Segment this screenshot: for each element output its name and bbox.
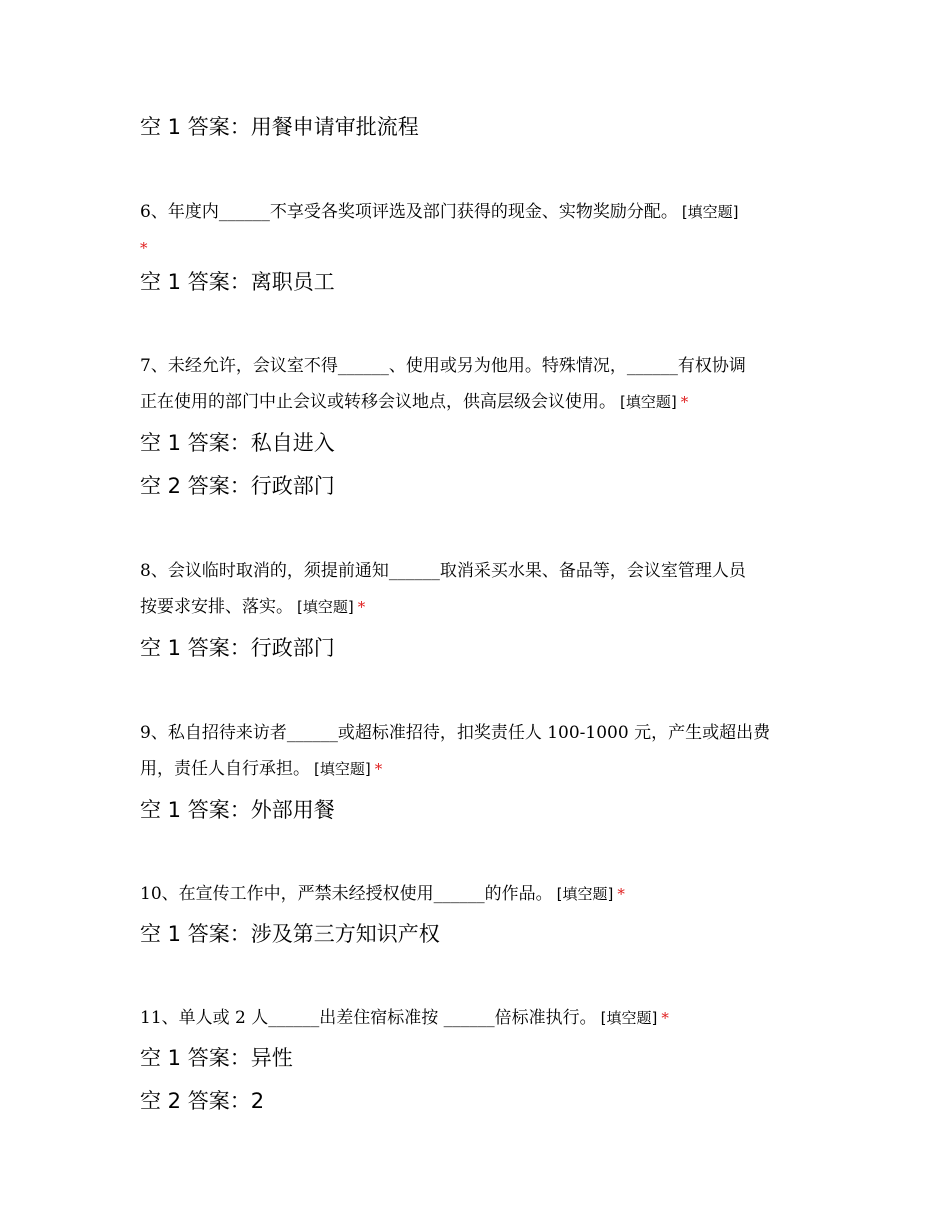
question-8 <box>140 553 808 625</box>
q9-answer-blank-1: 空 1 答案：外部用餐 <box>140 798 335 822</box>
question-7-line-1: 7、未经允许，会议室不得______、使用或另为他用。特殊情况，______有权协调 <box>140 356 746 376</box>
q8-answer-blank-1: 空 1 答案：行政部门 <box>140 636 335 660</box>
question-7 <box>140 348 808 420</box>
question-11 <box>140 1000 808 1036</box>
question-9 <box>140 715 808 787</box>
required-mark: * <box>374 760 383 778</box>
question-6-line-1 <box>140 194 808 230</box>
q7-answer-blank-2: 空 2 答案：行政部门 <box>140 474 335 498</box>
question-9-line-2 <box>140 751 808 787</box>
q11-answer-blank-2: 空 2 答案：2 <box>140 1089 265 1113</box>
question-8-line-2 <box>140 589 808 625</box>
question-10 <box>140 876 808 912</box>
question-6-line-2 <box>140 230 808 266</box>
answer-prev-blank-1: 空 1 答案：用餐申请审批流程 <box>140 115 419 139</box>
question-9-text-2: 用，责任人自行承担。 <box>140 759 310 779</box>
question-type-tag: [填空题] <box>297 598 354 616</box>
q10-answer-blank-1: 空 1 答案：涉及第三方知识产权 <box>140 922 440 946</box>
question-type-tag: [填空题] <box>600 1009 658 1027</box>
required-mark: * <box>680 393 689 411</box>
question-6 <box>140 194 808 266</box>
question-8-line-1: 8、会议临时取消的，须提前通知______取消采买水果、备品等，会议室管理人员 <box>140 561 746 581</box>
question-10-line-1 <box>140 876 808 912</box>
question-8-text-2: 按要求安排、落实。 <box>140 597 293 617</box>
question-type-tag: [填空题] <box>556 885 614 903</box>
question-9-line-1: 9、私自招待来访者______或超标准招待，扣奖责任人 100-1000 元，产生或超出费 <box>140 723 771 743</box>
question-11-text: 11、单人或 2 人______出差住宿标准按 ______倍标准执行。 <box>140 1008 597 1028</box>
q7-answer-blank-1: 空 1 答案：私自进入 <box>140 431 335 455</box>
question-type-tag: [填空题] <box>620 393 677 411</box>
question-6-text: 6、年度内______不享受各奖项评选及部门获得的现金、实物奖励分配。 <box>140 202 678 222</box>
question-11-line-1 <box>140 1000 808 1036</box>
question-10-text: 10、在宣传工作中，严禁未经授权使用______的作品。 <box>140 884 553 904</box>
required-mark: * <box>140 239 148 257</box>
required-mark: * <box>617 885 625 903</box>
q11-answer-blank-1: 空 1 答案：异性 <box>140 1046 293 1070</box>
required-mark: * <box>661 1009 669 1027</box>
required-mark: * <box>357 598 366 616</box>
question-7-text-2: 正在使用的部门中止会议或转移会议地点，供高层级会议使用。 <box>140 392 616 412</box>
question-7-line-2 <box>140 384 808 420</box>
question-type-tag: [填空题] <box>681 203 739 221</box>
question-type-tag: [填空题] <box>314 760 371 778</box>
q6-answer-blank-1: 空 1 答案：离职员工 <box>140 270 335 294</box>
